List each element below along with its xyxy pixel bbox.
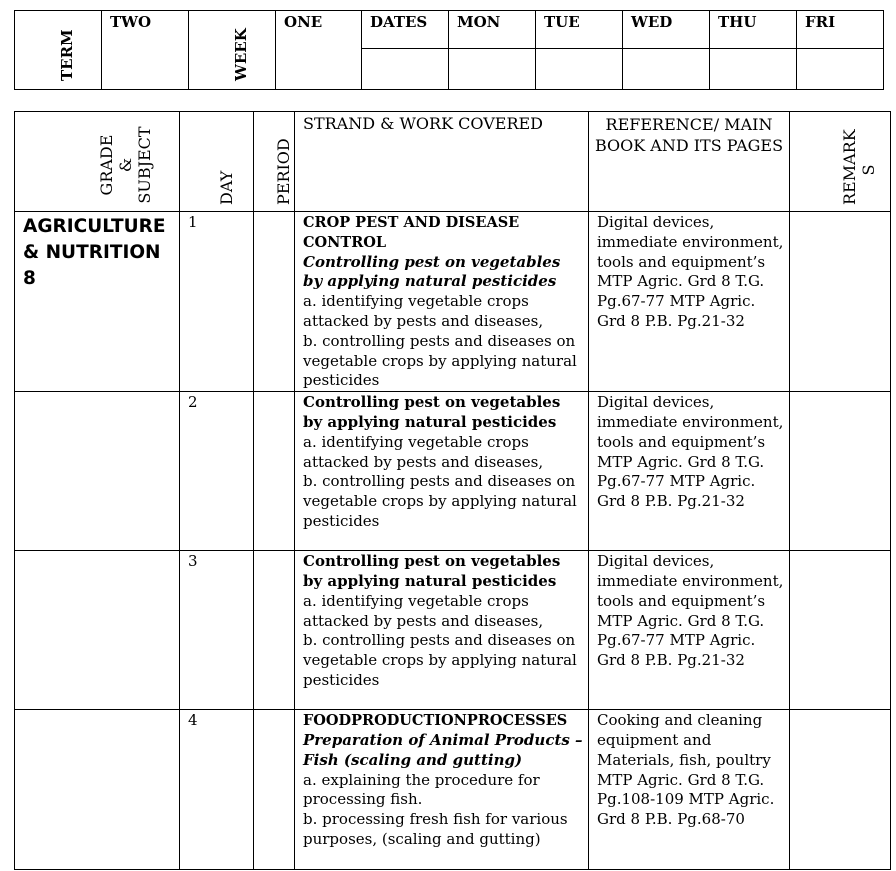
sub-strand-title: Preparation of Animal Products – Fish (scaling and gutting) [303, 730, 583, 769]
day-number: 2 [180, 392, 254, 551]
reference-cell: Digital devices, immediate environment, tools and equipment’s MTP Agric. Grd 8 T.G. Pg.67-77 MTP Agric. Grd 8 P.B. Pg.21-32 [589, 551, 790, 710]
subject-cell-empty [15, 551, 180, 710]
outcome-a: a. explaining the procedure for processing fish. [303, 770, 540, 809]
dates-label: DATES [362, 11, 449, 49]
term-value: TWO [102, 11, 189, 90]
reference-cell: Cooking and cleaning equipment and Materials, fish, poultry MTP Agric. Grd 8 T.G. Pg.108-109 MTP Agric. Grd 8 P.B. Pg.68-70 [589, 710, 790, 870]
outcome-a: a. identifying vegetable crops attacked by pests and diseases, [303, 292, 544, 330]
period-cell [254, 392, 295, 551]
remarks-cell [790, 212, 891, 392]
day-wed-label: WED [623, 11, 710, 49]
grade-subject-header [15, 112, 180, 212]
period-cell [254, 551, 295, 710]
strand-cell [295, 551, 589, 710]
mon-cell [449, 49, 536, 90]
subject-name: AGRICULTURE & NUTRITION 8 [15, 212, 180, 392]
period-header [254, 112, 295, 212]
period-label: PERIOD [274, 138, 293, 205]
strand-cell [295, 710, 589, 870]
day-label: DAY [216, 170, 236, 205]
wed-cell [623, 49, 710, 90]
outcome-a: a. identifying vegetable crops attacked by pests and diseases, [303, 591, 544, 630]
table-row [15, 212, 891, 392]
dates-cell [362, 49, 449, 90]
table-header-row [15, 112, 891, 212]
week-label: WEEK [232, 28, 250, 81]
outcome-b: b. controlling pests and diseases on vegetable crops by applying natural pesticides [303, 631, 577, 689]
reference-header: REFERENCE/ MAIN BOOK AND ITS PAGES [589, 112, 790, 212]
day-number: 4 [180, 710, 254, 870]
week-value: ONE [276, 11, 362, 90]
table-row [15, 392, 891, 551]
reference-cell: Digital devices, immediate environment, tools and equipment’s MTP Agric. Grd 8 T.G. Pg.67-77 MTP Agric. Grd 8 P.B. Pg.21-32 [589, 392, 790, 551]
reference-cell: Digital devices, immediate environment, tools and equipment’s MTP Agric. Grd 8 T.G. Pg.67-77 MTP Agric. Grd 8 P.B. Pg.21-32 [589, 212, 790, 392]
lesson-plan-table [14, 111, 891, 870]
period-cell [254, 710, 295, 870]
period-cell [254, 212, 295, 392]
week-label-cell [189, 11, 276, 90]
day-number: 3 [180, 551, 254, 710]
sub-strand-title: Controlling pest on vegetables by applying natural pesticides [303, 393, 561, 431]
sub-strand-title: Controlling pest on vegetables by applying natural pesticides [303, 252, 561, 291]
sub-strand-title: Controlling pest on vegetables by applying natural pesticides [303, 552, 561, 590]
thu-cell [710, 49, 797, 90]
strand-title: FOODPRODUCTIONPROCESSES [303, 712, 568, 730]
subject-cell-empty [15, 392, 180, 551]
tue-cell [536, 49, 623, 90]
strand-cell [295, 212, 589, 392]
table-row [15, 551, 891, 710]
day-number: 1 [180, 212, 254, 392]
day-fri-label: FRI [797, 11, 884, 49]
term-label: TERM [58, 29, 76, 81]
table-row [15, 710, 891, 870]
remarks-cell [790, 551, 891, 710]
outcome-b: b. processing fresh fish for various purposes, (scaling and gutting) [303, 810, 568, 848]
day-header [180, 112, 254, 212]
strand-cell [295, 392, 589, 551]
outcome-a: a. identifying vegetable crops attacked by pests and diseases, [303, 432, 544, 471]
outcome-b: b. controlling pests and diseases on vegetable crops by applying natural pesticides [303, 472, 577, 530]
strand-header: STRAND & WORK COVERED [295, 112, 589, 212]
day-mon-label: MON [449, 11, 536, 49]
term-week-table [14, 10, 884, 90]
term-label-cell [15, 11, 102, 90]
subject-cell-empty [15, 710, 180, 870]
remarks-label: REMARK S [840, 129, 878, 205]
remarks-cell [790, 710, 891, 870]
strand-title: CROP PEST AND DISEASE CONTROL [303, 214, 520, 251]
day-thu-label: THU [710, 11, 797, 49]
grade-subject-label: GRADE & SUBJECT [97, 126, 154, 204]
fri-cell [797, 49, 884, 90]
remarks-header [790, 112, 891, 212]
day-tue-label: TUE [536, 11, 623, 49]
outcome-b: b. controlling pests and diseases on vegetable crops by applying natural pesticides [303, 331, 577, 390]
remarks-cell [790, 392, 891, 551]
